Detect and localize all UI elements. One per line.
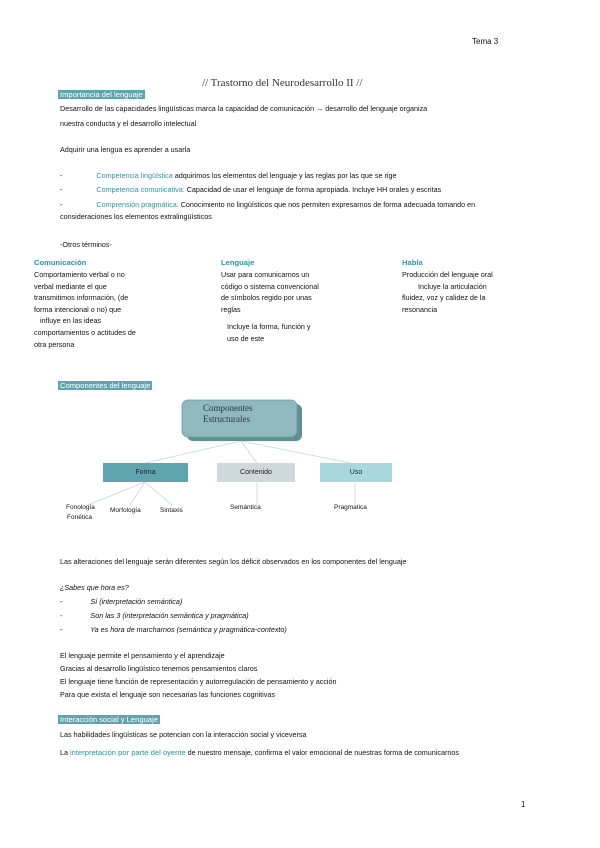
paragraph-line: Adquirir una lengua es aprender a usarla xyxy=(60,145,191,154)
paragraph-line xyxy=(60,748,459,757)
tema-label: Tema 3 xyxy=(472,37,499,46)
root-node-label xyxy=(203,403,253,425)
bullet-dash: - xyxy=(60,200,63,209)
connector-line xyxy=(241,441,257,463)
paragraph-line: Las alteraciones del lenguaje serán diferentes según los déficit observados en los componentes del lenguaje xyxy=(60,557,407,566)
leaf-fonologia: Fonología xyxy=(66,504,95,511)
column-heading-comunicacion: Comunicación xyxy=(34,258,87,267)
connector-line xyxy=(145,482,172,505)
paragraph-line: El lenguaje permite el pensamiento y el aprendizaje xyxy=(60,651,225,660)
leaf-sintaxis: Sintaxis xyxy=(160,507,183,514)
column-line: uso de este xyxy=(227,333,265,343)
column-line: de símbolos regido por unas xyxy=(221,293,312,303)
paragraph-line: nuestra conducta y el desarrollo intelectual xyxy=(60,119,197,128)
column-line: reglas xyxy=(221,304,241,314)
column-heading-lenguaje: Lenguaje xyxy=(221,258,255,267)
column-line: verbal mediante el que xyxy=(34,281,107,291)
page-title: // Trastorno del Neurodesarrollo II // xyxy=(202,77,363,89)
column-line: código o sistema convencional xyxy=(221,281,319,291)
sabes-item-text: Ya es hora de marcharnos (semántica y pragmática-contexto) xyxy=(90,625,287,634)
column-line: Comportamiento verbal o no xyxy=(34,270,125,279)
column-line: fluidez, voz y calidez de la xyxy=(402,293,486,303)
paragraph-line: Gracias al desarrollo lingüístico tenemos pensamientos claros xyxy=(60,664,258,673)
sabes-question: ¿Sabes que hora es? xyxy=(60,583,129,592)
leaf-morfologia: Morfología xyxy=(110,507,141,514)
column-line: comportamientos o actitudes de xyxy=(34,327,136,337)
section-heading-interaccion: Interacción social y Lenguaje xyxy=(60,715,158,724)
section-heading-componentes: Componentes del lenguaje xyxy=(60,381,151,390)
column-line: Usar para comunicarnos un xyxy=(221,270,310,279)
connector-line xyxy=(145,441,241,463)
leaf-fonetica: Fonética xyxy=(67,514,92,521)
connector-line xyxy=(241,441,350,463)
column-line: Producción del lenguaje oral xyxy=(402,270,493,279)
paragraph-line: Desarrollo de las capacidades lingüísticas marca la capacidad de comunicación → desarrollo del lenguaje organiza xyxy=(60,104,428,113)
paragraph-line: El lenguaje tiene función de representación y autorregulación de pensamiento y acción xyxy=(60,677,337,686)
connector-line xyxy=(88,482,145,505)
root-line: Estructurales xyxy=(203,414,250,424)
bullet-term: Competencia comunicativa: xyxy=(96,185,185,194)
page-number: 1 xyxy=(521,800,526,809)
column-line: Incluye la forma, función y xyxy=(227,322,311,332)
section-heading-importancia: Importancia del lenguaje xyxy=(60,90,143,99)
otros-terminos: -Otros términos- xyxy=(60,240,112,249)
bullet-dash: - xyxy=(60,625,63,634)
node-contenido: Contenido xyxy=(217,463,295,482)
bullet-term: Competencia lingüística xyxy=(96,171,173,180)
text-run: de nuestro mensaje, confirma el valor emocional de nuestras forma de comunicarnos xyxy=(185,748,459,757)
bullet-text: adquirimos los elementos del lenguaje y las reglas por las que se rige xyxy=(172,171,397,180)
sabes-item xyxy=(60,611,249,620)
column-line: Incluye la articulación xyxy=(418,281,487,291)
bullet-dash: - xyxy=(60,611,63,620)
node-forma: Forma xyxy=(103,463,188,482)
column-line: influye en las ideas xyxy=(40,316,102,326)
bullet-continuation: consideraciones los elementos extralingüísticos xyxy=(60,212,212,221)
sabes-item xyxy=(60,625,287,634)
paragraph-line: Las habilidades lingüísticas se potencian con la interacción social y viceversa xyxy=(60,730,307,739)
paragraph-line: Para que exista el lenguaje son necesarias las funciones cognitivas xyxy=(60,690,275,699)
bullet-dash: - xyxy=(60,597,63,606)
bullet-dash: - xyxy=(60,171,63,180)
bullet-dash: - xyxy=(60,185,63,194)
bullet-term: Comprensión pragmática: xyxy=(96,200,179,209)
highlight-term: interpretación por parte del oyente xyxy=(70,748,186,757)
sabes-item xyxy=(60,597,182,606)
sabes-item-text: Sí (interpretación semántica) xyxy=(90,597,183,606)
root-line: Componentes xyxy=(203,403,253,413)
column-heading-habla: Habla xyxy=(402,258,423,267)
leaf-semantica: Semántica xyxy=(230,504,261,511)
node-uso: Uso xyxy=(320,463,392,482)
bullet-text: Capacidad de usar el lenguaje de forma apropiada. Incluye HH orales y escritas xyxy=(184,185,442,194)
sabes-item-text: Son las 3 (interpretación semántica y pragmática) xyxy=(90,611,249,620)
text-run: La xyxy=(60,748,70,757)
column-line: transmitimos información, (de xyxy=(34,293,129,303)
leaf-pragmatica: Pragmatica xyxy=(334,504,367,511)
column-line: resonancia xyxy=(402,304,438,314)
column-line: forma intencional o no) que xyxy=(34,304,122,314)
column-line: otra persona xyxy=(34,339,75,349)
bullet-text: Conocimiento no lingüísticos que nos permiten expresarnos de forma adecuada tomando en xyxy=(178,200,476,209)
